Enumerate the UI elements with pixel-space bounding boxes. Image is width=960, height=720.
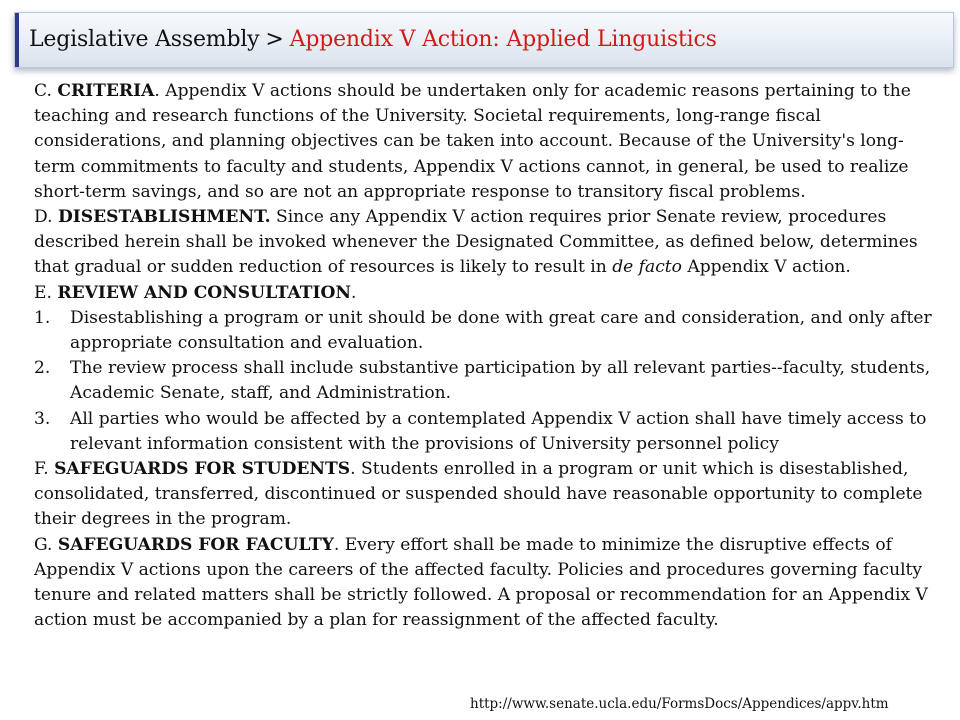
section-f-text: . Students enrolled in a program or unit which is disestablished, consolidated, transferred, discontinued or suspended should have reasonable opportunity to complete their degrees in the program. [34, 459, 923, 530]
list-item [34, 356, 936, 406]
section-d-text-end: Appendix V action. [681, 257, 851, 278]
list-item [34, 306, 936, 356]
list-item-text: All parties who would be affected by a contemplated Appendix V action shall have timely access to relevant information consistent with the provisions of University personnel policy [70, 408, 927, 454]
breadcrumb [29, 27, 717, 52]
section-f-heading: SAFEGUARDS FOR STUDENTS [54, 459, 351, 480]
breadcrumb-separator: > [265, 27, 284, 52]
section-e-heading: REVIEW AND CONSULTATION [57, 282, 352, 303]
list-item-number: 3. [34, 408, 51, 429]
section-d-heading: DISESTABLISHMENT. [57, 207, 271, 228]
section-g-letter: G. [34, 534, 53, 555]
title-bar [14, 12, 954, 68]
list-item-number: 2. [34, 358, 51, 379]
breadcrumb-parent: Legislative Assembly [29, 27, 260, 52]
section-e [34, 281, 936, 306]
section-d-italic: de facto [612, 257, 682, 278]
section-d-text: Since any Appendix V action requires prior Senate review, procedures described herein shall be invoked whenever the Designated Committee, as defined below, determines that gradual or sudden reduction of resources is likely to result in [34, 207, 918, 278]
section-c-letter: C. [34, 81, 52, 101]
section-g-text: . Every effort shall be made to minimize the disruptive effects of Appendix V actions upon the careers of the affected faculty. Policies and procedures governing faculty tenure and related matters shall be strictly followed. A proposal or recommendation for an Appendix V action must be accompanied by a plan for reassignment of the affected faculty. [34, 534, 928, 631]
title-accent-bar [15, 13, 19, 67]
source-url: http://www.senate.ucla.edu/FormsDocs/Appendices/appv.htm [470, 696, 889, 712]
section-c-text: . Appendix V actions should be undertaken only for academic reasons pertaining to the teaching and research functions of the University. Societal requirements, long-range fiscal considerations, and planning objectives can be taken into account. Because of the University's long-term commitments to faculty and students, Appendix V actions cannot, in general, be used to realize short-term savings, and so are not an appropriate response to transitory fiscal problems. [34, 81, 911, 202]
section-c-heading: CRITERIA [57, 81, 155, 101]
list-item-number: 1. [34, 307, 51, 328]
list-item [34, 407, 936, 457]
breadcrumb-current: Appendix V Action: Applied Linguistics [289, 27, 717, 52]
section-e-list [34, 306, 936, 457]
section-g [34, 533, 936, 634]
section-f [34, 457, 936, 533]
slide-content [34, 79, 936, 633]
section-e-suffix: . [351, 282, 357, 303]
section-d [34, 205, 936, 281]
section-f-letter: F. [34, 459, 49, 480]
section-e-letter: E. [34, 282, 52, 303]
section-c [34, 79, 936, 205]
section-g-heading: SAFEGUARDS FOR FACULTY [57, 534, 334, 555]
list-item-text: Disestablishing a program or unit should be done with great care and consideration, and only after appropriate consultation and evaluation. [70, 307, 932, 354]
section-d-letter: D. [34, 207, 53, 228]
list-item-text: The review process shall include substantive participation by all relevant parties--faculty, students, Academic Senate, staff, and Administration. [70, 358, 931, 404]
